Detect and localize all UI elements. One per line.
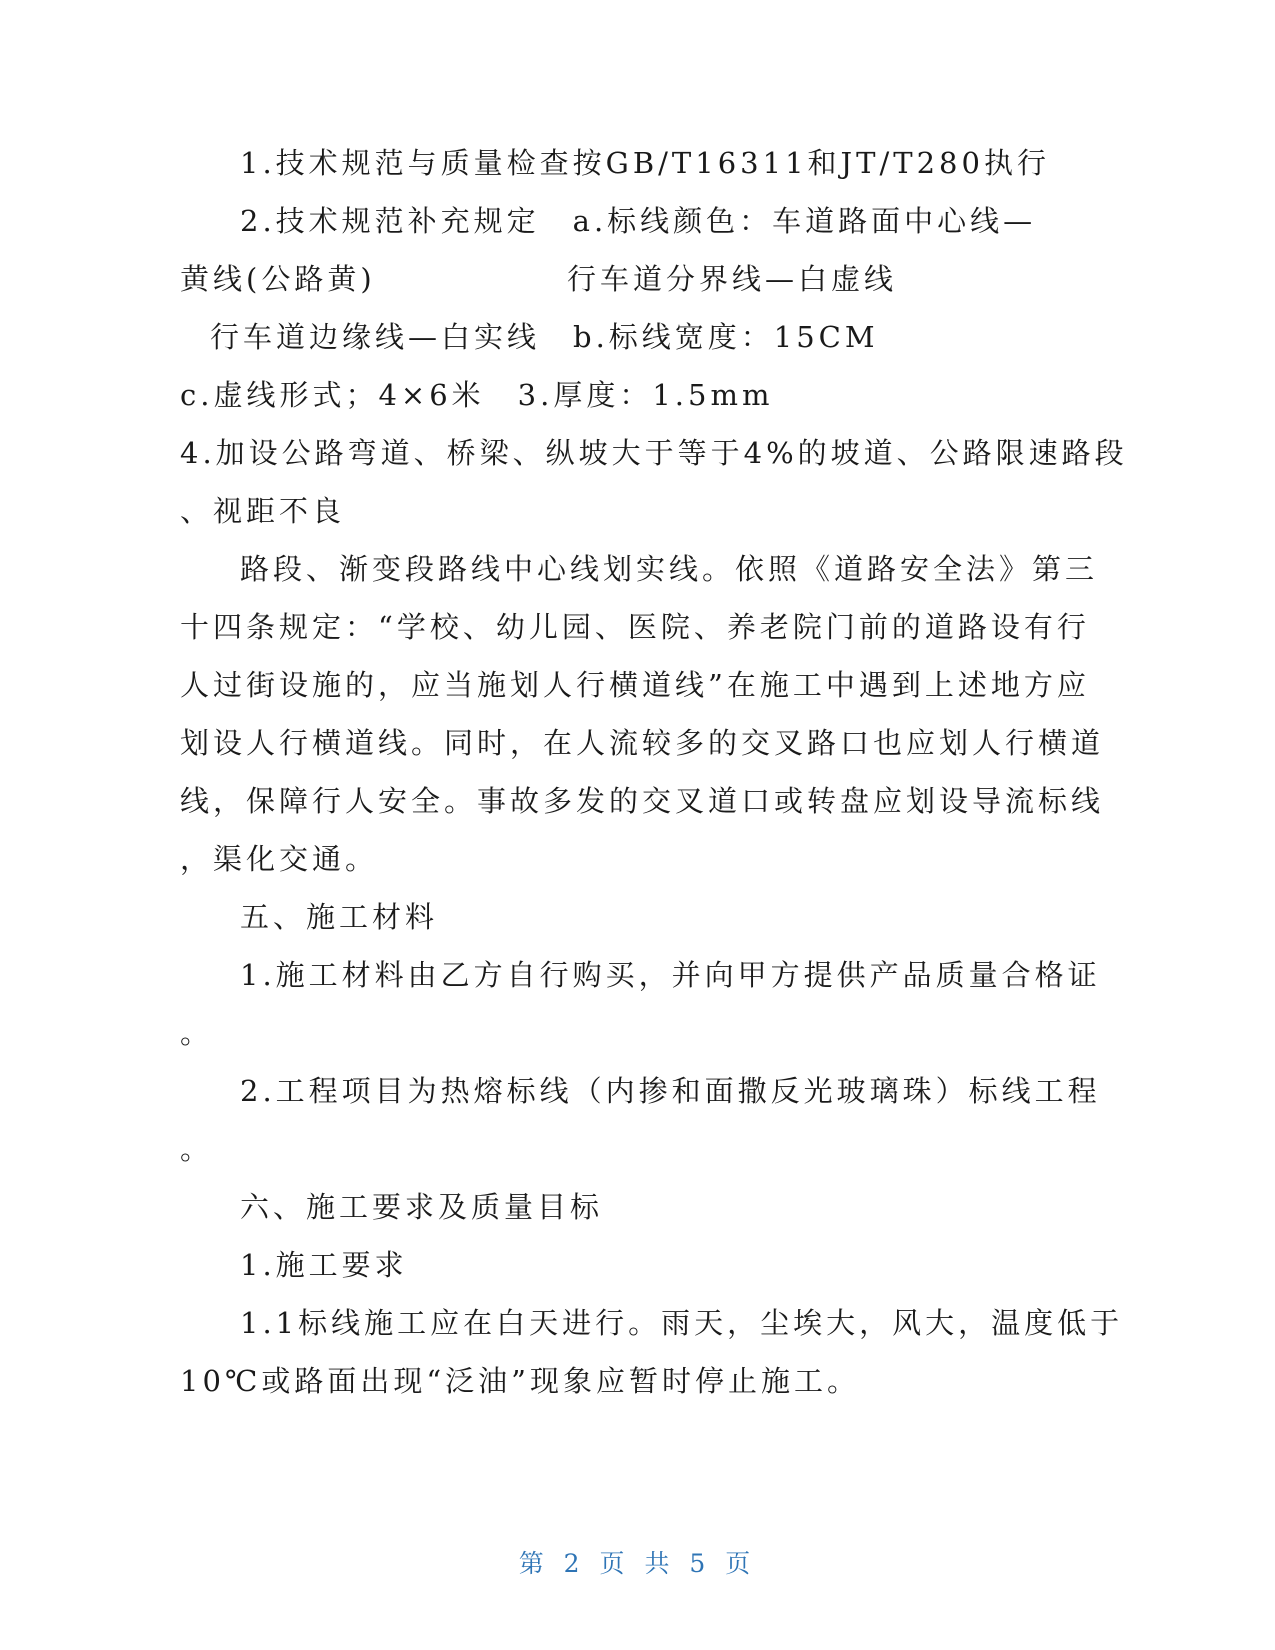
- section-heading: 六、施工要求及质量目标: [240, 1190, 604, 1224]
- text-line: 行车道分界线—白虚线: [567, 262, 898, 296]
- text-line: 、视距不良: [180, 494, 346, 528]
- text-line: 4.加设公路弯道、桥梁、纵坡大于等于4%的坡道、公路限速路段: [180, 436, 1128, 470]
- text-line: c.虚线形式；4×6米 3.厚度：1.5mm: [180, 378, 774, 412]
- page-number-label: 第 2 页 共 5 页: [518, 1549, 757, 1578]
- text-line: 2.工程项目为热熔标线（内掺和面撒反光玻璃珠）标线工程: [240, 1074, 1101, 1108]
- text-line: 1.1标线施工应在白天进行。雨天，尘埃大，风大，温度低于: [240, 1306, 1124, 1340]
- text-line: 线，保障行人安全。事故多发的交叉道口或转盘应划设导流标线: [180, 784, 1105, 818]
- text-line: 人过街设施的，应当施划人行横道线”在施工中遇到上述地方应: [180, 668, 1090, 702]
- text-line: 行车道边缘线—白实线 b.标线宽度：15CM: [210, 320, 879, 354]
- text-line: 路段、渐变段路线中心线划实线。依照《道路安全法》第三: [240, 552, 1099, 586]
- text-line: 十四条规定：“学校、幼儿园、医院、养老院门前的道路设有行: [180, 610, 1090, 644]
- text-line: ，渠化交通。: [180, 842, 379, 876]
- text-line: 黄线(公路黄): [180, 262, 376, 296]
- text-line: 2.技术规范补充规定 a.标线颜色：车道路面中心线—: [240, 204, 1037, 238]
- section-heading: 五、施工材料: [240, 900, 439, 934]
- text-line: 划设人行横道线。同时，在人流较多的交叉路口也应划人行横道: [180, 726, 1105, 760]
- text-line: 。: [180, 1016, 214, 1050]
- text-line: 1.施工要求: [240, 1248, 408, 1282]
- text-line: 1.技术规范与质量检查按GB/T16311和JT/T280执行: [240, 146, 1050, 180]
- text-line: 1.施工材料由乙方自行购买，并向甲方提供产品质量合格证: [240, 958, 1101, 992]
- text-line: 10℃或路面出现“泛油”现象应暂时停止施工。: [180, 1364, 860, 1398]
- text-line: 。: [180, 1132, 214, 1166]
- page-footer: [0, 1544, 1275, 1580]
